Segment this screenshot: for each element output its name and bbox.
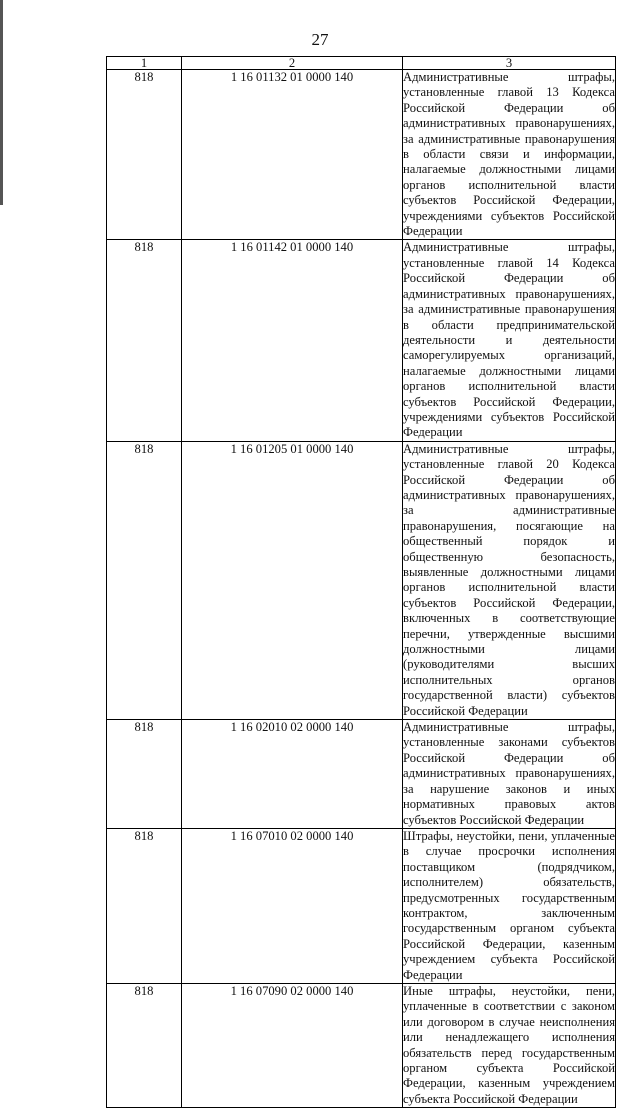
budget-classification-code-cell: 1 16 07010 02 0000 140: [182, 828, 403, 983]
income-description-cell: Административные штрафы, установленные законами субъектов Российской Федерации об административных правонарушениях, за нарушение законов и иных нормативных правовых актов субъектов Российской Федерации: [403, 720, 615, 827]
table-row: [107, 240, 616, 441]
column-header-1: 1: [107, 57, 182, 70]
budget-classification-code-cell: 1 16 01142 01 0000 140: [182, 240, 403, 441]
administrator-code-cell: 818: [107, 828, 182, 983]
fees-table: [106, 56, 616, 1108]
administrator-code-cell: 818: [107, 70, 182, 240]
column-header-2: 2: [182, 57, 403, 70]
budget-classification-code-cell: 1 16 01205 01 0000 140: [182, 441, 403, 719]
administrator-code-cell: 818: [107, 720, 182, 829]
table-row: [107, 441, 616, 719]
table-row: [107, 983, 616, 1107]
table-header-row: [107, 57, 616, 70]
income-description-cell: Административные штрафы, установленные главой 20 Кодекса Российской Федерации об административных правонарушениях, за административные правонарушения, посягающие на общественный порядок и общественную безопасность, выявленные должностными лицами органов исполнительной власти субъектов Российской Федерации, включенных в соответствующие перечни, утвержденные высшими должностными лицами (руководителями высших исполнительных органов государственной власти) субъектов Российской Федерации: [403, 441, 615, 718]
administrator-code-cell: 818: [107, 240, 182, 441]
administrator-code-cell: 818: [107, 983, 182, 1107]
budget-classification-code-cell: 1 16 02010 02 0000 140: [182, 720, 403, 829]
page-number: 27: [311, 30, 329, 49]
income-description-cell: Иные штрафы, неустойки, пени, уплаченные в соответствии с законом или договором в случае неисполнения или ненадлежащего исполнения обязательств перед государственным органом субъекта Российской Федерации, казенным учреждением субъекта Российской Федерации: [403, 983, 615, 1106]
table-row: [107, 828, 616, 983]
income-description-cell: Штрафы, неустойки, пени, уплаченные в случае просрочки исполнения поставщиком (подрядчиком, исполнителем) обязательств, предусмотренных государственным контрактом, заключенным государственным органом субъекта Российской Федерации, казенным учреждением субъекта Российской Федерации: [403, 828, 615, 982]
income-description-cell: Административные штрафы, установленные главой 14 Кодекса Российской Федерации об административных правонарушениях, за административные правонарушения в области предпринимательской деятельности и деятельности саморегулируемых организаций, налагаемые должностными лицами органов исполнительной власти субъектов Российской Федерации, учреждениями субъектов Российской Федерации: [403, 240, 615, 440]
table-row: [107, 70, 616, 240]
table-row: [107, 720, 616, 829]
column-header-3: 3: [403, 57, 616, 70]
budget-classification-code-cell: 1 16 01132 01 0000 140: [182, 70, 403, 240]
budget-classification-code-cell: 1 16 07090 02 0000 140: [182, 983, 403, 1107]
administrator-code-cell: 818: [107, 441, 182, 719]
income-description-cell: Административные штрафы, установленные главой 13 Кодекса Российской Федерации об административных правонарушениях, за административные правонарушения в области связи и информации, налагаемые должностными лицами органов исполнительной власти субъектов Российской Федерации, учреждениями субъектов Российской Федерации: [403, 70, 615, 239]
